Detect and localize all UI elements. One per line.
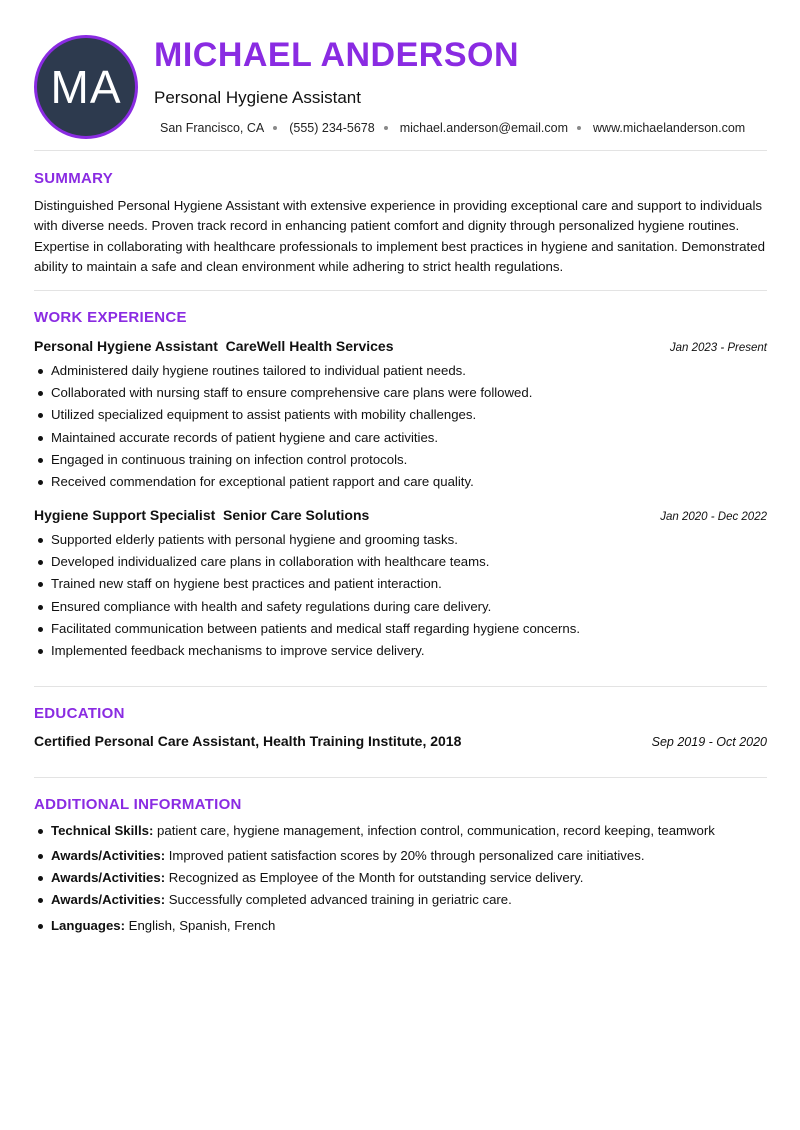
candidate-title: Personal Hygiene Assistant bbox=[154, 88, 361, 107]
item-label: Technical Skills: bbox=[51, 823, 154, 838]
list-item bbox=[51, 915, 767, 937]
education-entry bbox=[34, 733, 767, 749]
job-header bbox=[34, 338, 767, 354]
additional-heading: ADDITIONAL INFORMATION bbox=[34, 796, 242, 813]
list-item: Supported elderly patients with personal hygiene and grooming tasks. bbox=[51, 529, 767, 551]
item-label: Languages: bbox=[51, 918, 126, 933]
list-item: Ensured compliance with health and safety regulations during care delivery. bbox=[51, 596, 767, 618]
avatar-initials: MA bbox=[50, 61, 122, 113]
contact-bar bbox=[160, 121, 745, 135]
item-text: Successfully completed advanced training in geriatric care. bbox=[165, 892, 512, 907]
job-title: Hygiene Support Specialist Senior Care Solutions bbox=[34, 507, 370, 523]
list-item bbox=[51, 820, 767, 842]
section-divider bbox=[34, 290, 767, 291]
avatar bbox=[34, 35, 138, 139]
job-date: Jan 2020 - Dec 2022 bbox=[660, 511, 767, 523]
section-divider bbox=[34, 150, 767, 151]
contact-phone[interactable]: (555) 234-5678 bbox=[289, 121, 375, 135]
job-header bbox=[34, 507, 767, 523]
list-item: Collaborated with nursing staff to ensure comprehensive care plans were followed. bbox=[51, 382, 767, 404]
list-item bbox=[51, 867, 767, 889]
list-item bbox=[51, 845, 767, 867]
list-item bbox=[51, 889, 767, 911]
job-title: Personal Hygiene Assistant CareWell Health Services bbox=[34, 338, 394, 354]
item-label: Awards/Activities: bbox=[51, 892, 166, 907]
candidate-name: MICHAEL ANDERSON bbox=[154, 36, 520, 74]
education-date: Sep 2019 - Oct 2020 bbox=[651, 735, 767, 749]
list-item: Administered daily hygiene routines tailored to individual patient needs. bbox=[51, 360, 767, 382]
education-title: Certified Personal Care Assistant, Health Training Institute, 2018 bbox=[34, 733, 462, 749]
separator-dot-icon bbox=[577, 126, 581, 130]
item-label: Awards/Activities: bbox=[51, 848, 166, 863]
job-bullets bbox=[51, 529, 767, 662]
list-item: Maintained accurate records of patient hygiene and care activities. bbox=[51, 427, 767, 449]
item-text: English, Spanish, French bbox=[125, 918, 276, 933]
list-item: Facilitated communication between patients and medical staff regarding hygiene concerns. bbox=[51, 618, 767, 640]
section-divider bbox=[34, 777, 767, 778]
section-divider bbox=[34, 686, 767, 687]
contact-email[interactable]: michael.anderson@email.com bbox=[399, 121, 569, 135]
separator-dot-icon bbox=[384, 126, 388, 130]
contact-location: San Francisco, CA bbox=[160, 121, 265, 135]
item-text: Recognized as Employee of the Month for outstanding service delivery. bbox=[165, 870, 584, 885]
contact-website[interactable]: www.michaelanderson.com bbox=[593, 121, 746, 135]
summary-text: Distinguished Personal Hygiene Assistant with extensive experience in providing exceptional care and support to individuals with diverse needs. Proven track record in enhancing patient comfort and dignity through personalized hygiene routines. Expertise in collaborating with healthcare professionals to implement best practices in hygiene and sanitation. Demonstrated ability to maintain a safe and clean environment while adhering to strict health regulations. bbox=[34, 198, 765, 274]
resume-header bbox=[34, 0, 767, 150]
education-heading: EDUCATION bbox=[34, 705, 125, 722]
summary-heading: SUMMARY bbox=[34, 170, 114, 187]
job-date: Jan 2023 - Present bbox=[669, 342, 767, 354]
list-item: Implemented feedback mechanisms to improve service delivery. bbox=[51, 640, 767, 662]
item-text: Improved patient satisfaction scores by 20% through personalized care initiatives. bbox=[165, 848, 645, 863]
list-item: Utilized specialized equipment to assist patients with mobility challenges. bbox=[51, 404, 767, 426]
list-item: Engaged in continuous training on infection control protocols. bbox=[51, 449, 767, 471]
list-item: Developed individualized care plans in collaboration with healthcare teams. bbox=[51, 551, 767, 573]
job-bullets bbox=[51, 360, 767, 493]
item-text: patient care, hygiene management, infection control, communication, record keeping, teamwork bbox=[153, 823, 715, 838]
item-label: Awards/Activities: bbox=[51, 870, 166, 885]
separator-dot-icon bbox=[273, 126, 277, 130]
experience-heading: WORK EXPERIENCE bbox=[34, 309, 187, 326]
list-item: Trained new staff on hygiene best practices and patient interaction. bbox=[51, 573, 767, 595]
list-item: Received commendation for exceptional patient rapport and care quality. bbox=[51, 471, 767, 493]
resume-page bbox=[34, 0, 767, 933]
additional-list bbox=[51, 820, 767, 937]
